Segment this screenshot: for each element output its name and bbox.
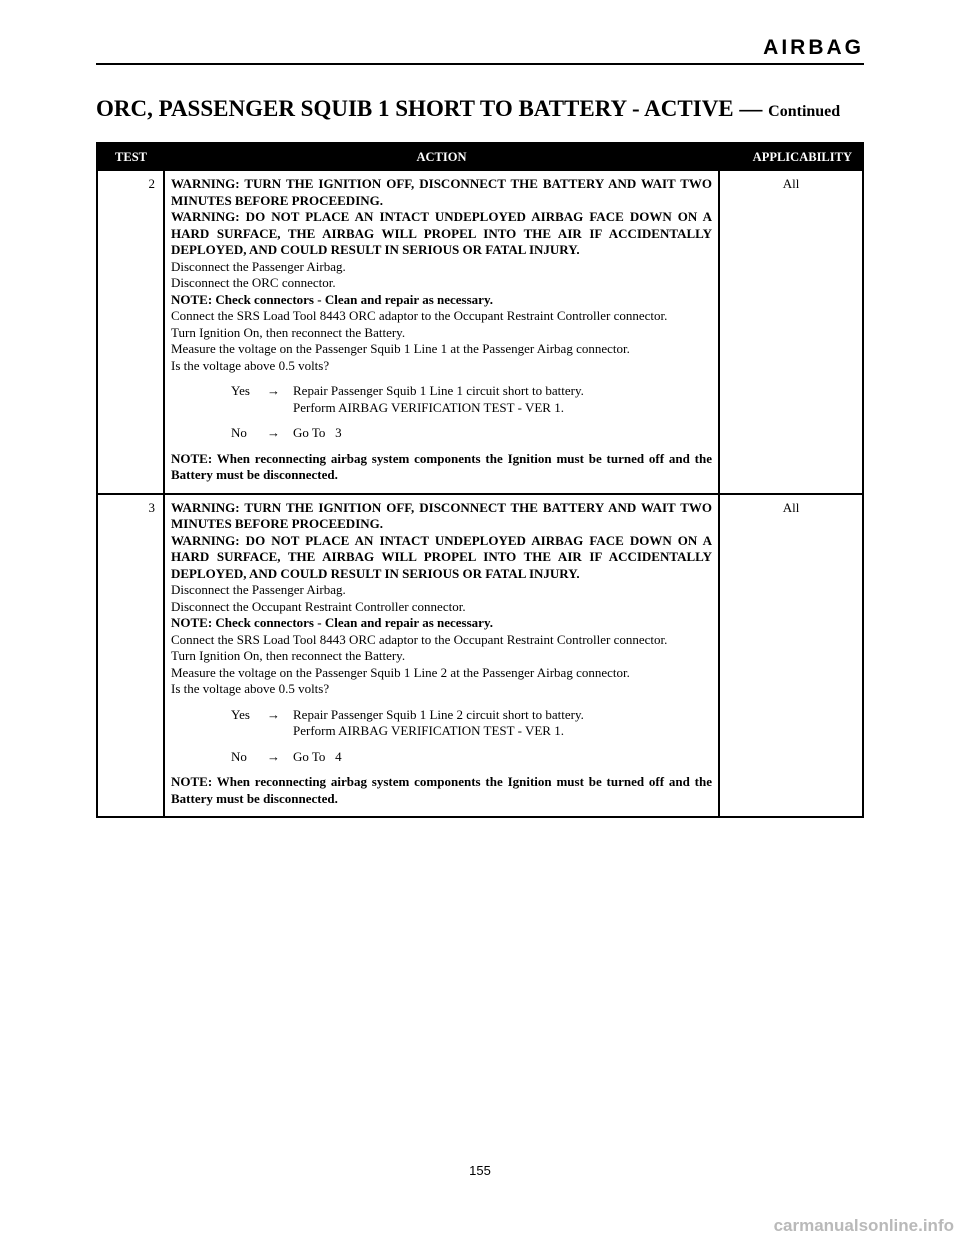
note-text: NOTE: Check connectors - Clean and repair as necessary. [171, 291, 493, 307]
header-rule [96, 63, 864, 65]
branch-result: Go To 4 [293, 748, 342, 764]
question-text: Is the voltage above 0.5 volts? [171, 357, 330, 373]
branch-result [293, 383, 712, 416]
arrow-icon: → [267, 706, 280, 722]
section-header: AIRBAG [763, 36, 864, 59]
branch-label: No [231, 425, 247, 440]
test-number: 3 [97, 494, 164, 818]
table-header-row [97, 143, 863, 171]
page-title-main: ORC, PASSENGER SQUIB 1 SHORT TO BATTERY - ACTIVE — [96, 96, 763, 121]
branch-no [171, 425, 712, 442]
action-cell [164, 171, 719, 494]
applicability-value: All [719, 171, 863, 494]
table-row [97, 171, 863, 494]
step-text: Connect the SRS Load Tool 8443 ORC adaptor to the Occupant Restraint Controller connector. [171, 308, 668, 323]
page-title-continued: Continued [768, 103, 841, 120]
warning-text: WARNING: DO NOT PLACE AN INTACT UNDEPLOYED AIRBAG FACE DOWN ON A HARD SURFACE, THE AIRBAG WILL PROPEL INTO THE AIR IF ACCIDENTALLY DEPLOYED, AND COULD RESULT IN SERIOUS OR FATAL INJURY. [171, 532, 712, 581]
step-text: Disconnect the Occupant Restraint Controller connector. [171, 598, 466, 614]
column-header-applicability: APPLICABILITY [719, 143, 863, 171]
test-number: 2 [97, 171, 164, 494]
note-text: NOTE: Check connectors - Clean and repair as necessary. [171, 615, 493, 630]
arrow-icon: → [267, 748, 280, 764]
note-text: NOTE: When reconnecting airbag system components the Ignition must be turned off and the Battery must be disconnected. [171, 774, 712, 806]
branch-result-line: Repair Passenger Squib 1 Line 2 circuit short to battery. [293, 706, 584, 722]
question-text: Is the voltage above 0.5 volts? [171, 681, 330, 696]
page-title [96, 96, 840, 122]
column-header-action: ACTION [164, 143, 719, 171]
branch-result-line: Perform AIRBAG VERIFICATION TEST - VER 1. [293, 399, 564, 415]
action-cell [164, 494, 719, 818]
branch-result-line: Repair Passenger Squib 1 Line 1 circuit short to battery. [293, 383, 584, 398]
branch-label: No [231, 748, 247, 764]
watermark: carmanualsonline.info [773, 1216, 954, 1235]
applicability-value: All [719, 494, 863, 818]
branch-label: Yes [231, 383, 250, 398]
step-text: Turn Ignition On, then reconnect the Battery. [171, 648, 406, 663]
column-header-test: TEST [97, 143, 164, 171]
arrow-icon: → [267, 383, 280, 398]
step-text: Measure the voltage on the Passenger Squib 1 Line 2 at the Passenger Airbag connector. [171, 664, 630, 680]
warning-text: WARNING: TURN THE IGNITION OFF, DISCONNECT THE BATTERY AND WAIT TWO MINUTES BEFORE PROCEEDING. [171, 176, 712, 208]
branch-no [171, 749, 712, 766]
step-text: Measure the voltage on the Passenger Squib 1 Line 1 at the Passenger Airbag connector. [171, 341, 630, 356]
step-text: Connect the SRS Load Tool 8443 ORC adaptor to the Occupant Restraint Controller connector. [171, 631, 668, 647]
diagnostic-table [96, 142, 864, 818]
table-row [97, 494, 863, 818]
step-text: Disconnect the Passenger Airbag. [171, 258, 346, 274]
branch-label: Yes [231, 706, 250, 722]
step-text: Disconnect the ORC connector. [171, 275, 336, 290]
arrow-icon: → [267, 425, 280, 440]
page-number: 155 [469, 1163, 491, 1178]
branch-result: Go To 3 [293, 425, 342, 440]
branch-yes [171, 707, 712, 740]
warning-text: WARNING: DO NOT PLACE AN INTACT UNDEPLOYED AIRBAG FACE DOWN ON A HARD SURFACE, THE AIRBAG WILL PROPEL INTO THE AIR IF ACCIDENTALLY DEPLOYED, AND COULD RESULT IN SERIOUS OR FATAL INJURY. [171, 209, 712, 257]
branch-result-line: Perform AIRBAG VERIFICATION TEST - VER 1. [293, 723, 564, 738]
note-text: NOTE: When reconnecting airbag system components the Ignition must be turned off and the Battery must be disconnected. [171, 450, 712, 482]
branch-yes [171, 383, 712, 416]
step-text: Turn Ignition On, then reconnect the Battery. [171, 324, 406, 340]
step-text: Disconnect the Passenger Airbag. [171, 582, 346, 597]
warning-text: WARNING: TURN THE IGNITION OFF, DISCONNECT THE BATTERY AND WAIT TWO MINUTES BEFORE PROCEEDING. [171, 499, 712, 531]
branch-result [293, 707, 712, 740]
